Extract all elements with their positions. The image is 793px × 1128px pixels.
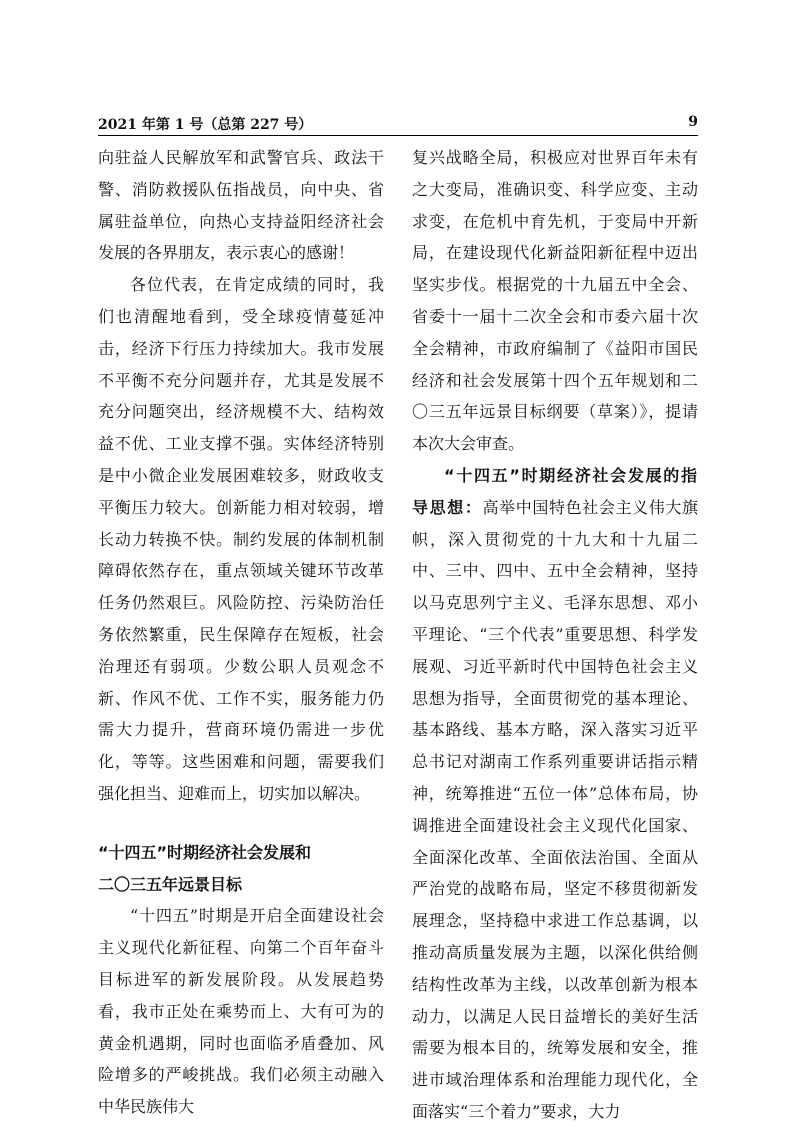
guiding-thought-body: 高举中国特色社会主义伟大旗帜，深入贯彻党的十九大和十九届二中、三中、四中、五中全会精神，坚持以马克思列宁主义、毛泽东思想、邓小平理论、“三个代表”重要思想、科学发展观、习近平新时代中国特色社会主义思想为指导，全面贯彻党的基本理论、基本路线、基本方略，深入落实习近平总书记对湖南工作系列重要讲话指示精神，统筹推进“五位一体”总体布局，协调推进全面建设社会主义现代化国家、全面深化改革、全面依法治国、全面从严治党的战略布局，坚定不移贯彻新发展理念，坚持稳中求进工作总基调，以推动高质量发展为主题，以深化供给侧结构性改革为主线，以改革创新为根本动力，以满足人民日益增长的美好生活需要为根本目的，统筹发展和安全，推进市域治理体系和治理能力现代化，全面落实“三个着力”要求，大力 (412, 497, 698, 1121)
paragraph-guiding-thought (412, 460, 698, 1128)
paragraph-problems: 各位代表，在肯定成绩的同时，我们也清醒地看到，受全球疫情蔓延冲击，经济下行压力持续加大。我市发展不平衡不充分问题并存，尤其是发展不充分问题突出，经济规模不大、结构效益不优、工业支撑不强。实体经济特别是中小微企业发展困难较多，财政收支平衡压力较大。创新能力相对较弱，增长动力转换不快。制约发展的体制机制障碍依然存在，重点领域关键环节改革任务仍然艰巨。风险防控、污染防治任务依然繁重，民生保障存在短板，社会治理还有弱项。少数公职人员观念不新、作风不优、工作不实，服务能力仍需大力提升，营商环境仍需进一步优化，等等。这些困难和问题，需要我们强化担当、迎难而上，切实加以解决。 (98, 275, 384, 803)
left-column (98, 142, 384, 1123)
paragraph-strategy: 复兴战略全局，积极应对世界百年未有之大变局，准确识变、科学应变、主动求变，在危机中育先机，于变局中开新局，在建设现代化新益阳新征程中迈出坚实步伐。根据党的十九届五中全会、省委十一届十二次全会和市委六届十次全会精神，市政府编制了《益阳市国民经济和社会发展第十四个五年规划和二〇三五年远景目标纲要（草案）》，提请本次大会审查。 (412, 148, 698, 454)
guiding-thought-lead: “十四五”时期经济社会发展的指导思想： (412, 465, 698, 517)
page-number: 9 (688, 114, 698, 130)
section-title-line2: 二〇三五年远景目标 (98, 874, 243, 894)
section-gap (98, 810, 384, 837)
right-column (412, 142, 698, 1128)
paragraph-new-stage: “十四五”时期是开启全面建设社会主义现代化新征程、向第二个百年奋斗目标进军的新发展阶段。从发展趋势看，我市正处在乘势而上、大有可为的黄金机遇期，同时也面临矛盾叠加、风险增多的严峻挑战。我们必须主动融入中华民族伟大 (98, 906, 384, 1117)
header-rule (98, 135, 698, 136)
page-header (98, 114, 698, 136)
section-title-line1: “十四五”时期经济社会发展和 (98, 842, 312, 862)
issue-label: 2021 年第 1 号（总第 227 号） (98, 117, 313, 133)
paragraph-thanks: 向驻益人民解放军和武警官兵、政法干警、消防救援队伍指战员，向中央、省属驻益单位，向热心支持益阳经济社会发展的各界朋友，表示衷心的感谢！ (98, 148, 384, 263)
